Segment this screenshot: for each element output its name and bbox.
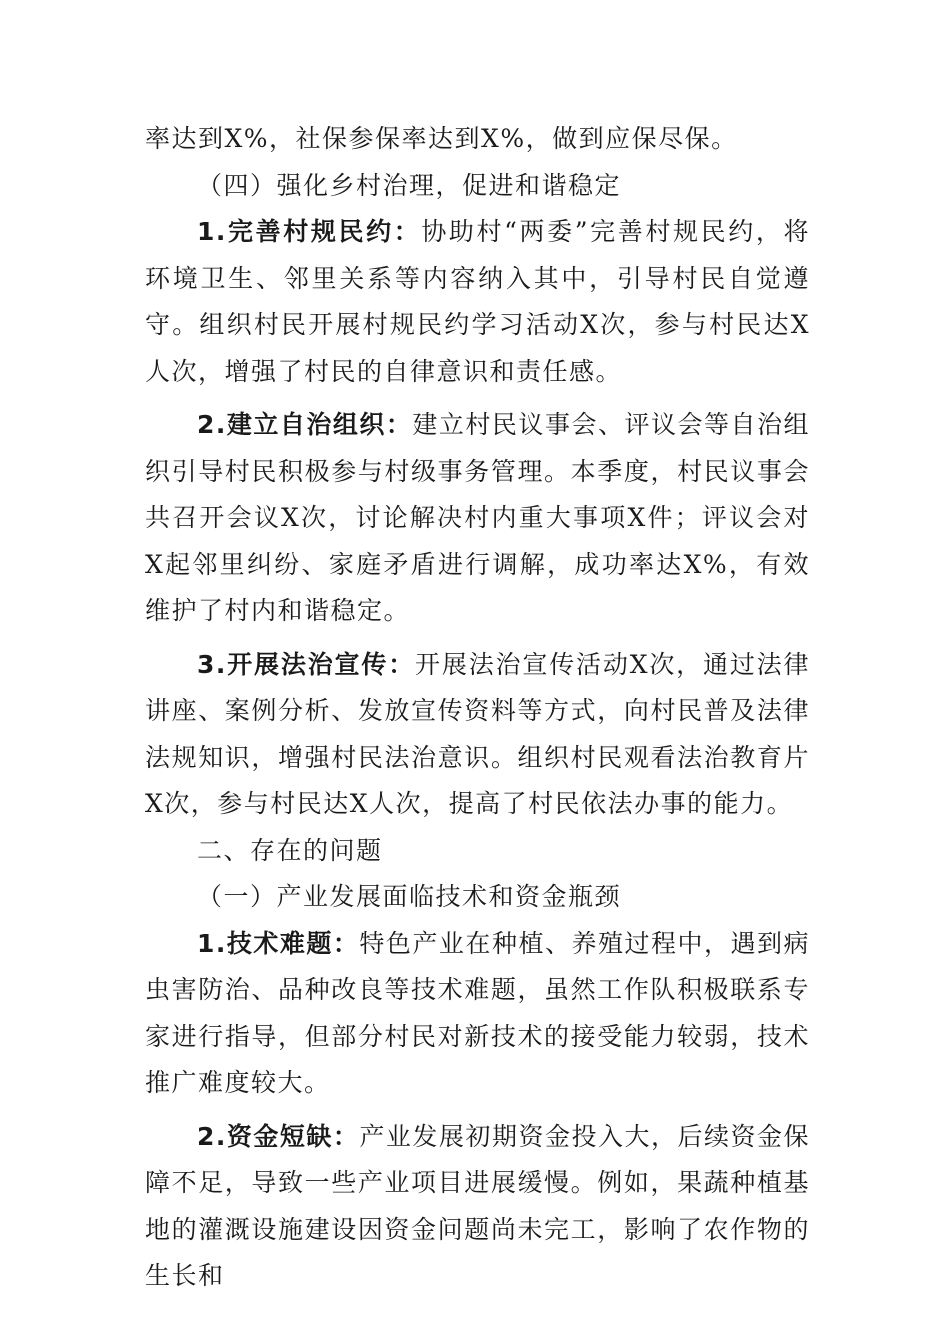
paragraph-text: 协助村“两委”完善村规民约，将环境卫生、邻里关系等内容纳入其中，引导村民自觉遵守。组织村民开展村规民约学习活动X次，参与村民达X人次，增强了村民的自律意识和责任感。 bbox=[145, 217, 810, 386]
paragraph-continuation bbox=[145, 116, 810, 163]
paragraph-lead: 2.建立自治组织： bbox=[197, 410, 413, 439]
paragraph-lead: 1.技术难题： bbox=[197, 928, 360, 958]
section-heading-problems: 二、存在的问题 bbox=[197, 835, 383, 865]
paragraph-text: 建立村民议事会、评议会等自治组织引导村民积极参与村级事务管理。本季度，村民议事会共召开会议X次，讨论解决村内重大事项X件；评议会对X起邻里纠纷、家庭矛盾进行调解，成功率达X%，有效维护了村内和谐稳定。 bbox=[145, 410, 810, 625]
paragraph-legal-publicity bbox=[145, 642, 810, 828]
paragraph-text: 开展法治宣传活动X次，通过法律讲座、案例分析、发放宣传资料等方式，向村民普及法律法规知识，增强村民法治意识。组织村民观看法治教育片X次，参与村民达X人次，提高了村民依法办事的能力。 bbox=[145, 649, 810, 818]
paragraph-funding-shortage bbox=[145, 1114, 810, 1300]
paragraph-self-governance bbox=[145, 402, 810, 635]
paragraph-lead: 2.资金短缺： bbox=[197, 1121, 360, 1151]
paragraph-text: 产业发展初期资金投入大，后续资金保障不足，导致一些产业项目进展缓慢。例如，果蔬种植基地的灌溉设施建设因资金问题尚未完工，影响了农作物的生长和 bbox=[145, 1121, 810, 1290]
paragraph-lead: 3.开展法治宣传： bbox=[197, 649, 416, 679]
paragraph-village-rules bbox=[145, 209, 810, 395]
subsection-heading-industry-bottleneck: （一）产业发展面临技术和资金瓶颈 bbox=[197, 882, 622, 911]
paragraph-technical-problems bbox=[145, 921, 810, 1107]
paragraph-lead: 1.完善村规民约： bbox=[197, 217, 422, 246]
subsection-heading-strengthen-governance: （四）强化乡村治理，促进和谐稳定 bbox=[197, 170, 622, 200]
paragraph-text: 率达到X%，社保参保率达到X%，做到应保尽保。 bbox=[145, 124, 738, 153]
paragraph-text: 特色产业在种植、养殖过程中，遇到病虫害防治、品种改良等技术难题，虽然工作队积极联系专家进行指导，但部分村民对新技术的接受能力较弱，技术推广难度较大。 bbox=[145, 928, 810, 1097]
